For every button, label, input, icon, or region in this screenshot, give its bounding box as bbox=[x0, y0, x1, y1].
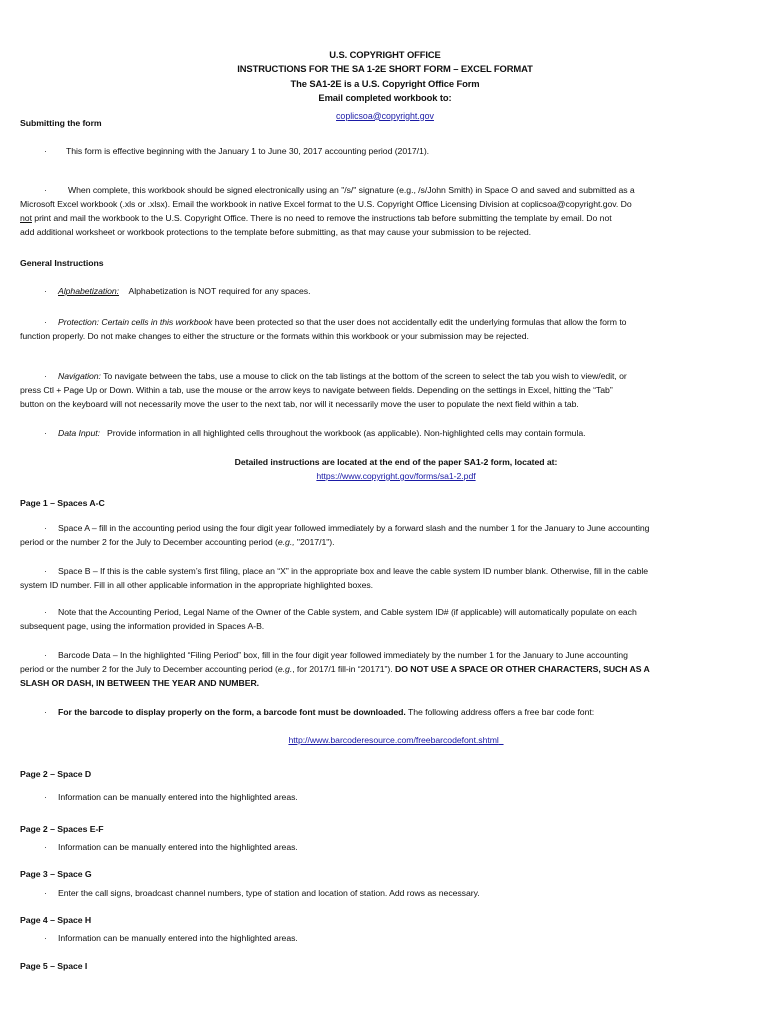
data-input-label: Data Input: bbox=[58, 428, 100, 438]
detailed-instructions-note: Detailed instructions are located at the end of the paper SA1-2 form, located at: bbox=[234, 457, 558, 467]
page2-ef-bullet: · Information can be manually entered into the highlighted areas. bbox=[44, 840, 770, 854]
page1-barcode-data: · Barcode Data – In the highlighted “Filing Period” box, fill in the four digit year followed immediately by the number 1 for the January to June accounting period or the number 2 for the July to December accounting period (e.g., for 2017/1 fill-in “20171”). DO NOT USE A SPACE OR OTHER CHARACTERS, SUCH AS A SLASH OR DASH, IN BETWEEN THE YEAR AND NUMBER. bbox=[20, 648, 748, 690]
page2-d-bullet: · Information can be manually entered into the highlighted areas. bbox=[44, 790, 770, 804]
general-protection: · Protection: Certain cells in this workbook have been protected so that the user does not accidentally edit the underlying formulas that allow the form to function properly. Do not make changes to either the structure or the formats within this workbook or your submission may be rejected. bbox=[20, 317, 627, 342]
document-header bbox=[0, 48, 770, 124]
bullet-mark: · bbox=[44, 792, 47, 802]
section-heading-submitting: Submitting the form bbox=[20, 118, 102, 128]
protection-label: Protection: Certain cells in this workbook bbox=[58, 317, 213, 327]
bullet-mark: · bbox=[44, 317, 47, 327]
bullet-mark: · bbox=[44, 933, 47, 943]
header-line-email: Email completed workbook to: bbox=[318, 92, 452, 104]
bullet-mark: · bbox=[44, 566, 47, 576]
submitting-bullet-2: · When complete, this workbook should be signed electronically using an "/s/" signature (e.g., /s/John Smith) in Space O and saved and submitted as a Microsoft Excel workbook (.xls or .xlsx). Email the workbook in native Excel format to the U.S. Copyright Office Licensing Division at coplicsoa@copyright.gov. Do not print and mail the workbook to the U.S. Copyright Office. There is no need to remove the instructions tab before submitting the template by email. Do not add additional worksheet or workbook protections to the template before submitting, as that may cause your submission to be rejected. bbox=[20, 185, 635, 238]
section-heading-page3: Page 3 – Space G bbox=[20, 869, 92, 879]
bullet-mark: · bbox=[44, 842, 47, 852]
bullet-mark: · bbox=[44, 146, 47, 156]
bullet-mark: · bbox=[44, 888, 47, 898]
bullet-mark: · bbox=[44, 185, 47, 195]
alphabetization-label: Alphabetization: bbox=[58, 286, 120, 296]
section-heading-page4: Page 4 – Space H bbox=[20, 915, 92, 925]
page1-space-b: · Space B – If this is the cable system’s first filing, place an “X” in the appropriate box and leave the cable system ID number blank. Otherwise, fill in the cable system ID number. Fill in all other applicable information in the appropriate highlighted boxes. bbox=[20, 566, 649, 591]
page1-space-a: · Space A – fill in the accounting period using the four digit year followed immediately by a forward slash and the number 1 for the January to June accounting period or the number 2 for the July to December accounting period (e.g., "2017/1"). bbox=[20, 523, 650, 548]
section-heading-general: General Instructions bbox=[20, 258, 104, 268]
barcode-font-link[interactable]: http://www.barcoderesource.com/freebarcodefont.shtml bbox=[288, 735, 499, 745]
bullet-mark: · bbox=[44, 371, 47, 381]
section-heading-page1: Page 1 – Spaces A-C bbox=[20, 498, 105, 508]
barcode-warning: DO NOT USE A SPACE OR OTHER CHARACTERS, SUCH AS A bbox=[394, 664, 650, 675]
submitting-bullet-1: · This form is effective beginning with the January 1 to June 30, 2017 accounting period (2017/1). bbox=[44, 144, 770, 158]
header-line-instructions: INSTRUCTIONS FOR THE SA 1-2E SHORT FORM – EXCEL FORMAT bbox=[237, 63, 533, 75]
navigation-label: Navigation: bbox=[58, 371, 101, 381]
bullet-mark: · bbox=[44, 428, 47, 438]
general-data-input: · Data Input: Provide information in all highlighted cells throughout the workbook (as applicable). Non-highlighted cells may contain formula. bbox=[44, 426, 770, 440]
section-heading-page2-d: Page 2 – Space D bbox=[20, 769, 92, 779]
header-line-office: U.S. COPYRIGHT OFFICE bbox=[329, 49, 441, 60]
section-heading-page2-ef: Page 2 – Spaces E-F bbox=[20, 824, 104, 834]
bullet-mark: · bbox=[44, 523, 47, 533]
bullet-mark: · bbox=[44, 650, 47, 660]
page3-bullet: · Enter the call signs, broadcast channel numbers, type of station and location of station. Add rows as necessary. bbox=[44, 886, 770, 900]
sa1-2-form-link[interactable]: https://www.copyright.gov/forms/sa1-2.pdf bbox=[316, 471, 476, 481]
not-emphasis: not bbox=[20, 213, 32, 224]
bullet-mark: · bbox=[44, 707, 47, 717]
detailed-link-line bbox=[0, 469, 770, 483]
page4-bullet: · Information can be manually entered into the highlighted areas. bbox=[44, 931, 770, 945]
header-line-form: The SA1-2E is a U.S. Copyright Office Form bbox=[290, 77, 480, 89]
general-alphabetization: · Alphabetization: Alphabetization is NOT required for any spaces. bbox=[44, 284, 770, 298]
email-link[interactable]: coplicsoa@copyright.gov bbox=[336, 110, 434, 121]
section-heading-page5: Page 5 – Space I bbox=[20, 961, 88, 971]
barcode-warning-cont: SLASH OR DASH, IN BETWEEN THE YEAR AND NUMBER. bbox=[20, 678, 260, 689]
page1-barcode-font: · For the barcode to display properly on the form, a barcode font must be downloaded. The following address offers a free bar code font: bbox=[44, 705, 770, 719]
page1-autopopulate-note: · Note that the Accounting Period, Legal Name of the Owner of the Cable system, and Cable system ID# (if applicable) will automatically populate on each subsequent page, using the information provided in Spaces A-B. bbox=[20, 607, 637, 632]
barcode-font-link-line bbox=[0, 733, 770, 747]
bullet-mark: · bbox=[44, 286, 47, 296]
bullet-mark: · bbox=[44, 607, 47, 617]
general-navigation: · Navigation: To navigate between the tabs, use a mouse to click on the tab listings at the bottom of the screen to select the tab you wish to view/edit, or press Ctl + Page Up or Down. Within a tab, use the mouse or the arrow keys to navigate between fields. Depending on the settings in Excel, hitting the “Tab” button on the keyboard will not necessarily move the user to the next tab, nor will it necessarily move the user to populate the next field within a tab. bbox=[20, 371, 627, 410]
